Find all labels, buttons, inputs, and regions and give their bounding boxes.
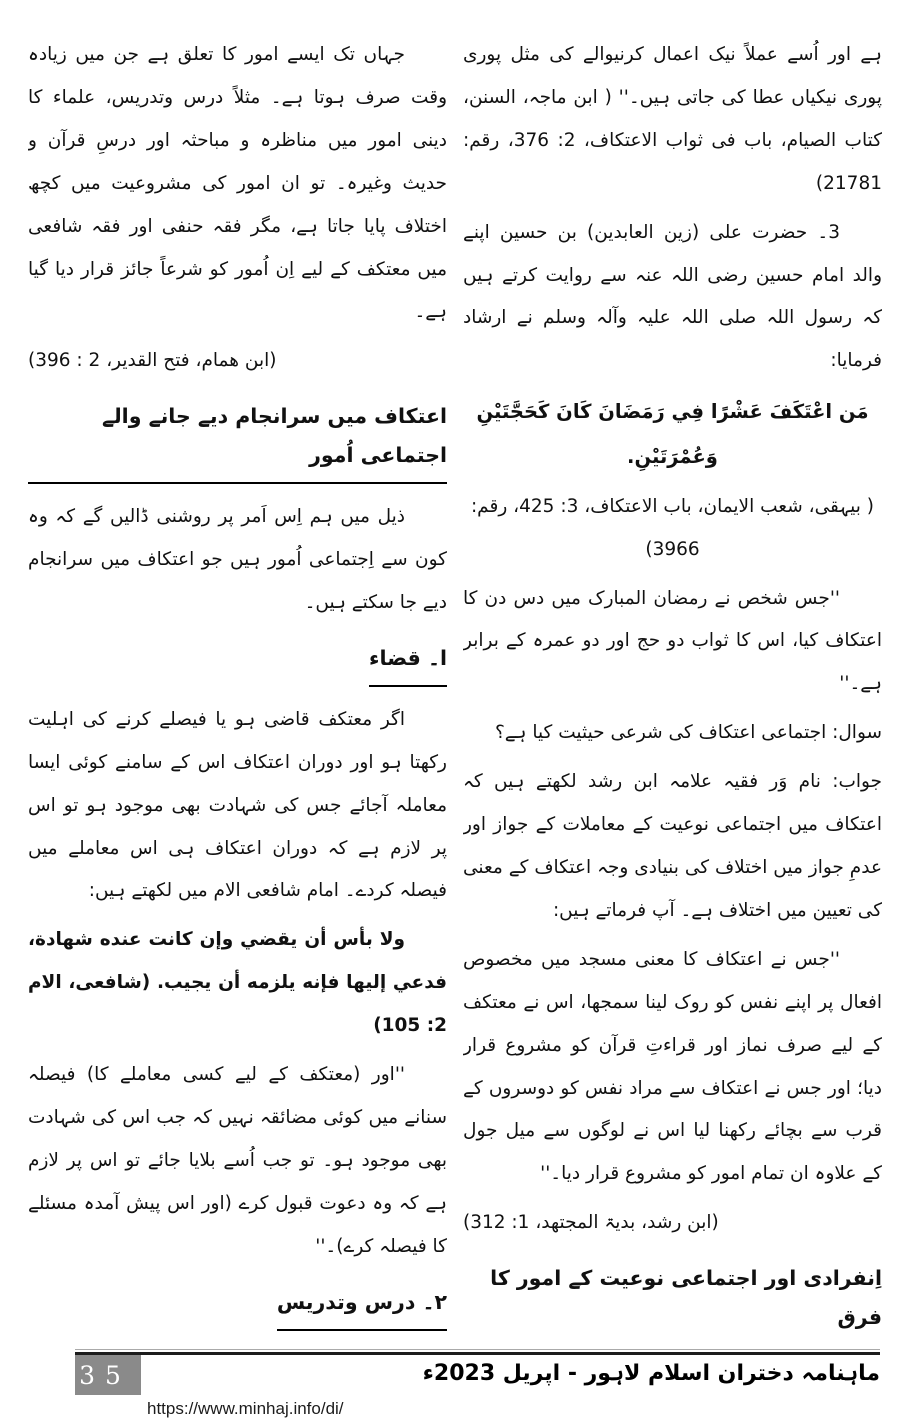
footer-rule-thin <box>75 1349 880 1350</box>
page-number-badge: 35 <box>75 1355 141 1395</box>
citation: (ابن ھمام، فتح القدیر، 2 : 396) <box>28 350 277 372</box>
source-url: https://www.minhaj.info/di/ <box>147 1399 344 1418</box>
section-heading-collective-matters <box>28 397 447 484</box>
arabic-quote: ولا بأس أن يقضي وإن كانت عنده شهادة، فدعي إليها فإنه يلزمه أن يجيب. (شافعی، الام 2: 105) <box>28 929 447 1037</box>
paragraph: جہاں تک ایسے امور کا تعلق ہے جن میں زیادہ وقت صرف ہوتا ہے۔ مثلاً درس وتدریس، علماء کا دینی امور میں مناظرہ و مباحثہ اور درسِ قرآن و حدیث وغیرہ۔ تو ان امور کی مشروعیت میں کچھ اختلاف پایا جاتا ہے، مگر فقہ حنفی اور فقہ شافعی میں معتکف کے لیے اِن اُمور کو شرعاً جائز قرار دیا گیا ہے۔ <box>28 44 447 323</box>
section-heading-individual-vs-collective <box>463 1259 882 1334</box>
translation-quote: ''جس شخص نے رمضان المبارک میں دس دن کا اعتکاف کیا، اس کا ثواب دو حج اور دو عمرہ کے برابر ہے۔'' <box>463 587 882 695</box>
answer-paragraph: جواب: نام وَر فقیہ علامہ ابن رشد لکھتے ہیں کہ اعتکاف میں اجتماعی نوعیت کے معاملات کے جواز اور عدمِ جواز میں اختلاف کی بنیادی وجہ اعتکاف کے معنی کی تعیین میں اختلاف ہے۔ آپ فرماتے ہیں: <box>463 771 882 921</box>
paragraph: ہے اور اُسے عملاً نیک اعمال کرنیوالے کی مثل پوری پوری نیکیاں عطا کی جاتی ہیں۔'' ( ابن ماجہ، السنن، کتاب الصیام، باب فی ثواب الاعتکاف، 2: 376، رقم: 21781) <box>463 44 882 194</box>
footer-row <box>75 1355 880 1395</box>
section-heading-label: اِنفرادی اور اجتماعی نوعیت کے امور کا فرق <box>463 1259 882 1334</box>
arabic-hadith: مَن اعْتَكَفَ عَشْرًا فِي رَمَضَانَ كَانَ كَحَجَّتَيْنِ وَعُمْرَتَيْنِ. <box>476 400 869 469</box>
page-footer <box>75 1349 880 1419</box>
section-heading-dars-tadris <box>28 1283 447 1331</box>
citation: (ابن رشد، بدیۃ المجتھد، 1: 312) <box>463 1212 719 1234</box>
paragraph: ذیل میں ہم اِس اَمر پر روشنی ڈالیں گے کہ وہ کون سے اِجتماعی اُمور ہیں جو اعتکاف میں سرانجام دیے جا سکتے ہیں۔ <box>28 506 447 613</box>
question-line: سوال: اجتماعی اعتکاف کی شرعی حیثیت کیا ہے؟ <box>494 722 882 744</box>
translation-quote: ''اور (معتکف کے لیے کسی معاملے کا) فیصلہ سنانے میں کوئی مضائقہ نہیں کہ جب اس کی شہادت بھی موجود ہو۔ تو جب اُسے بلایا جائے تو اس پر لازم ہے کہ وہ دعوت قبول کرے (اور اس پیش آمدہ مسئلے کا فیصلہ کرے)۔'' <box>28 1064 447 1257</box>
right-column <box>463 34 882 1334</box>
translation-quote: ''جس نے اعتکاف کا معنی مسجد میں مخصوص افعال پر اپنے نفس کو روک لینا سمجھا، اس نے معتکف کے لیے صرف نماز اور قراءتِ قرآن کو مشروع قرار دیا؛ اور جس نے اعتکاف سے مراد نفس کو دوسروں کے قرب سے بچائے رکھنا لیا اس نے لوگوں سے میل جول کے علاوہ ان تمام امور کو مشروع قرار دیا۔'' <box>463 948 882 1185</box>
section-heading-qada <box>28 639 447 687</box>
paragraph: اگر معتکف قاضی ہو یا فیصلے کرنے کی اہلیت رکھتا ہو اور دوران اعتکاف اس کے سامنے کوئی ایسا معاملہ آجائے جس کی شہادت بھی موجود ہو تو اس پر لازم ہے کہ دوران اعتکاف ہی اس معاملے میں فیصلہ کردے۔ امام شافعی الام میں لکھتے ہیں: <box>28 708 447 902</box>
paragraph: 3۔ حضرت علی (زین العابدین) بن حسین اپنے والد امام حسین رضی اللہ عنہ سے روایت کرتے ہیں کہ رسول اللہ صلی اللہ علیہ وآلہ وسلم نے ارشاد فرمایا: <box>463 221 882 372</box>
article-columns <box>28 34 882 1334</box>
section-heading-label: اعتکاف میں سرانجام دیے جانے والے اجتماعی اُمور <box>28 397 447 484</box>
magazine-title: ماہنامہ دختران اسلام لاہور - اپریل 2023ء <box>422 1361 880 1386</box>
section-heading-label: ۲۔ درس وتدریس <box>277 1283 447 1331</box>
section-heading-label: ا۔ قضاء <box>369 639 447 687</box>
left-column <box>28 34 447 1334</box>
citation: ( بیہقی، شعب الایمان، باب الاعتکاف، 3: 425، رقم: 3966) <box>470 495 875 560</box>
